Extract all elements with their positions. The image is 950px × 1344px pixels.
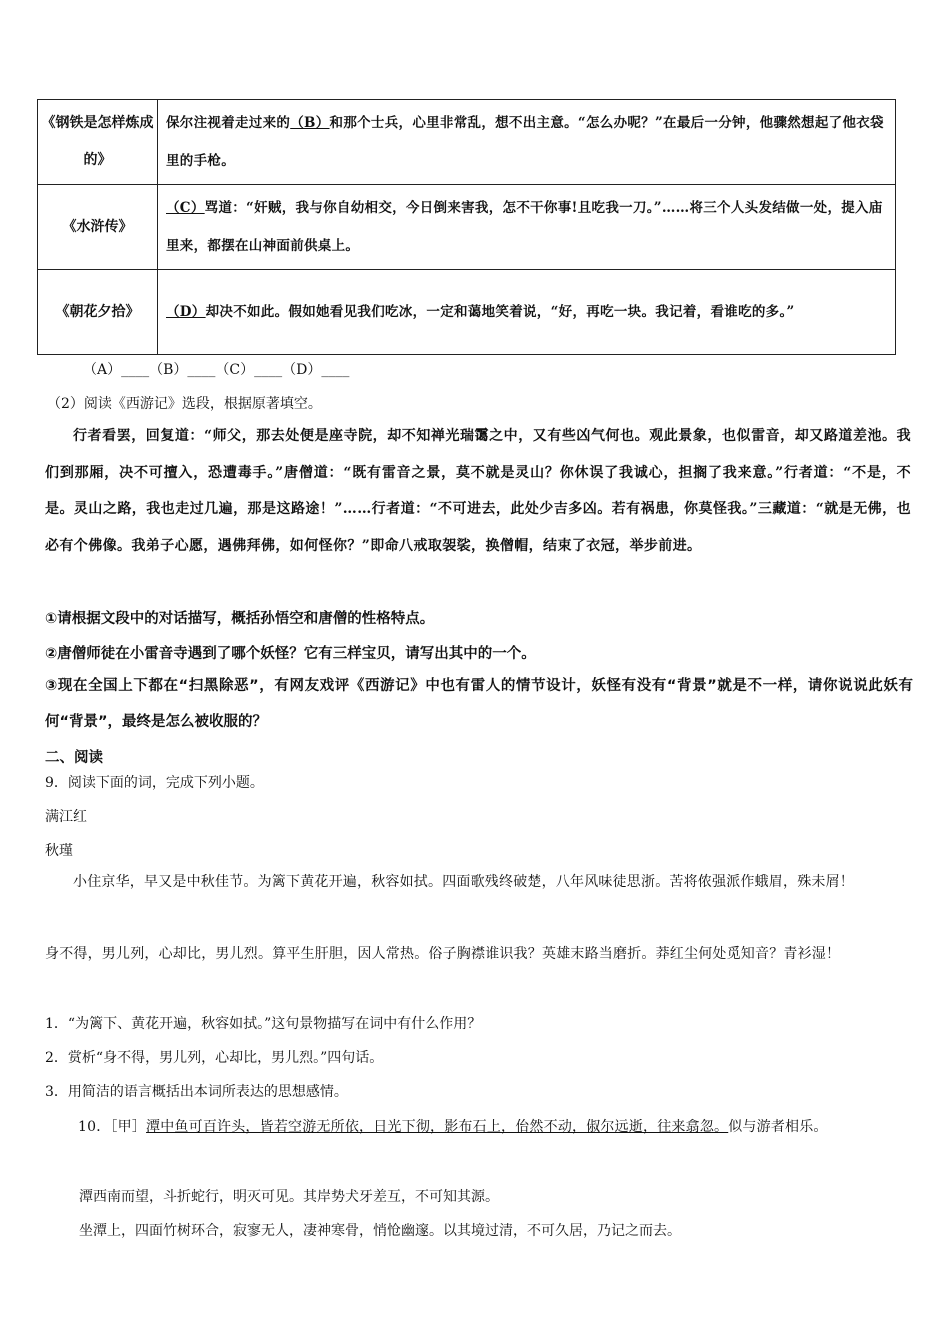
fill-blank-b: （B） [290, 115, 330, 131]
book-title: 《水浒传》 [38, 185, 158, 270]
excerpt-cell [158, 270, 896, 355]
q9-question-2: 2．赏析“身不得，男儿列，心却比，男儿烈。”四句话。 [45, 1050, 384, 1066]
excerpt-text: 骂道：“奸贼，我与你自幼相交，今日倒来害我，怎不干你事!且吃我一刀。”……将三个人头发结做一处，提入庙里来，都摆在山神面前供桌上。 [166, 200, 883, 254]
fill-blank-c: （C） [166, 200, 205, 216]
q10-underlined-sentence: 潭中鱼可百许头，皆若空游无所依，日光下彻，影布石上，佁然不动，俶尔远逝，往来翕忽。 [146, 1119, 729, 1135]
q9-question-3: 3．用简洁的语言概括出本词所表达的思想感情。 [45, 1084, 348, 1100]
q9-title: 9．阅读下面的词，完成下列小题。 [45, 775, 264, 791]
book-title: 《钢铁是怎样炼成的》 [38, 100, 158, 185]
excerpt-text: 却决不如此。假如她看见我们吃冰，一定和蔼地笑着说，“好，再吃一块。我记着，看谁吃的多。” [205, 304, 795, 320]
excerpt-cell [158, 185, 896, 270]
section-heading: 二、阅读 [45, 750, 103, 766]
q2-item-2: ②唐僧师徒在小雷音寺遇到了哪个妖怪？它有三样宝贝，请写出其中的一个。 [45, 646, 536, 662]
excerpt-cell [158, 100, 896, 185]
q10-label: ［甲］ [110, 1119, 147, 1135]
q10-rest: 似与游者相乐。 [728, 1119, 828, 1135]
q2-item-3: ③现在全国上下都在“扫黑除恶”，有网友戏评《西游记》中也有雷人的情节设计，妖怪有没有“背景”就是不一样，请你说说此妖有何“背景”，最终是怎么被收服的？ [45, 678, 913, 730]
excerpt-text: 和那个士兵，心里非常乱，想不出主意。“怎么办呢？”在最后一分钟，他骤然想起了他衣袋里的手枪。 [166, 115, 884, 169]
table-row [38, 100, 896, 185]
poem-stanza-2: 身不得，男儿列，心却比，男儿烈。算平生肝胆，因人常热。俗子胸襟谁识我？英雄末路当磨折。莽红尘何处觅知音？青衫湿！ [45, 946, 841, 962]
table-row [38, 185, 896, 270]
excerpt-pre: 保尔注视着走过来的 [166, 115, 291, 131]
q2-item-1: ①请根据文段中的对话描写，概括孙悟空和唐僧的性格特点。 [45, 611, 435, 627]
poem-author: 秋瑾 [45, 843, 73, 859]
poem-title: 满江红 [45, 809, 87, 825]
q10-paragraph-1 [45, 1109, 911, 1145]
poem-stanza-1: 小住京华，早又是中秋佳节。为篱下黄花开遍，秋容如拭。四面歌残终破楚，八年风味徒思浙。苦将侬强派作蛾眉，殊未屑！ [73, 874, 854, 890]
answer-blanks-line: （A）____（B）____（C）____（D）____ [83, 362, 350, 378]
fill-blank-d: （D） [166, 304, 206, 320]
book-title: 《朝花夕拾》 [38, 270, 158, 355]
table-row [38, 270, 896, 355]
q10-number: 10． [78, 1119, 111, 1135]
q2-passage: 行者看罢，回复道：“师父，那去处便是座寺院，却不知禅光瑞霭之中，又有些凶气何也。观此景象，也似雷音，却又路道差池。我们到那厢，决不可擅入，恐遭毒手。”唐僧道：“既有雷音之景，莫不就是灵山？你休误了我诚心，担搁了我来意。”行者道：“不是，不是。灵山之路，我也走过几遍，那是这路途！”……行者道：“不可进去，此处少吉多凶。若有祸患，你莫怪我。”三藏道：“就是无佛，也必有个佛像。我弟子心愿，遇佛拜佛，如何怪你？”即命八戒取袈裟，换僧帽，结束了衣冠，举步前进。 [45, 428, 911, 554]
q10-paragraph-2: 潭西南而望，斗折蛇行，明灭可见。其岸势犬牙差互，不可知其源。 [79, 1189, 499, 1205]
q9-question-1: 1．“为篱下、黄花开遍，秋容如拭。”这句景物描写在词中有什么作用？ [45, 1016, 482, 1032]
q2-title: （2）阅读《西游记》选段，根据原著填空。 [47, 396, 322, 412]
q10-paragraph-3: 坐潭上，四面竹树环合，寂寥无人，凄神寒骨，悄怆幽邃。以其境过清，不可久居，乃记之而去。 [79, 1223, 681, 1239]
literature-table [37, 99, 896, 355]
